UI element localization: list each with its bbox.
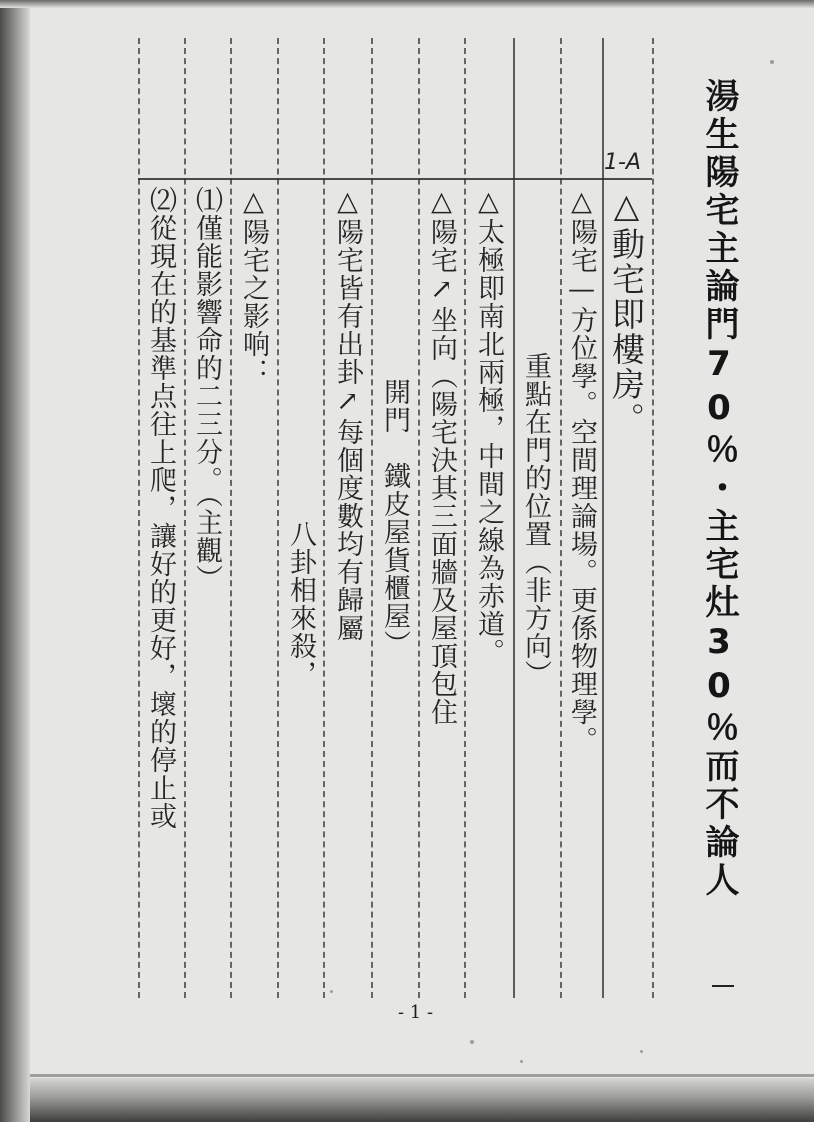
note-line: 重點在門的位置（非方向） bbox=[520, 352, 551, 688]
note-line: 開門 鐵皮屋貨櫃屋） bbox=[379, 378, 410, 658]
note-line: ⑴僅能影響命的二三分。（主觀） bbox=[191, 186, 222, 593]
page-title: 湯生陽宅主論門70％・主宅灶30％而不論人 bbox=[699, 78, 739, 900]
scan-speck bbox=[520, 1060, 523, 1063]
note-line: △動宅即樓房。 bbox=[607, 186, 646, 437]
note-line: △陽宅皆有出卦↗每個度數均有歸屬 bbox=[332, 186, 363, 642]
grid-line bbox=[560, 38, 562, 998]
scan-bottom-shadow bbox=[30, 1078, 814, 1122]
note-line: △陽宅↗坐向（陽宅決其三面牆及屋頂包住 bbox=[426, 186, 457, 726]
margin-dash bbox=[712, 985, 734, 987]
grid-line bbox=[230, 38, 232, 998]
scan-edge-shadow bbox=[0, 0, 30, 1122]
note-line: △陽宅之影响： bbox=[238, 186, 269, 386]
grid-line bbox=[138, 38, 140, 998]
note-line: ⑵從現在的基準点往上爬，讓好的更好，壞的停止或 bbox=[145, 186, 176, 830]
section-tag: 1-A bbox=[604, 150, 641, 175]
grid-line bbox=[513, 38, 515, 998]
note-line: 八卦相來殺， bbox=[285, 520, 316, 688]
grid-line bbox=[277, 38, 279, 998]
scan-speck bbox=[470, 1040, 474, 1044]
page-fold bbox=[30, 1074, 814, 1077]
scan-speck bbox=[770, 60, 774, 64]
scan-top-shadow bbox=[0, 0, 814, 8]
grid-line bbox=[323, 38, 325, 998]
grid-line bbox=[371, 38, 373, 998]
grid-line bbox=[418, 38, 420, 998]
note-line: △陽宅—方位學。空間理論場。更係物理學。 bbox=[566, 186, 597, 754]
grid-line bbox=[652, 38, 654, 998]
page-number: - 1 - bbox=[398, 1002, 434, 1023]
grid-line bbox=[602, 38, 604, 998]
scan-speck bbox=[330, 990, 333, 993]
scan-speck bbox=[640, 1050, 643, 1053]
grid-line bbox=[464, 38, 466, 998]
note-line: △太極即南北兩極，中間之線為赤道。 bbox=[473, 186, 504, 666]
grid-line bbox=[184, 38, 186, 998]
header-rule bbox=[138, 178, 652, 180]
